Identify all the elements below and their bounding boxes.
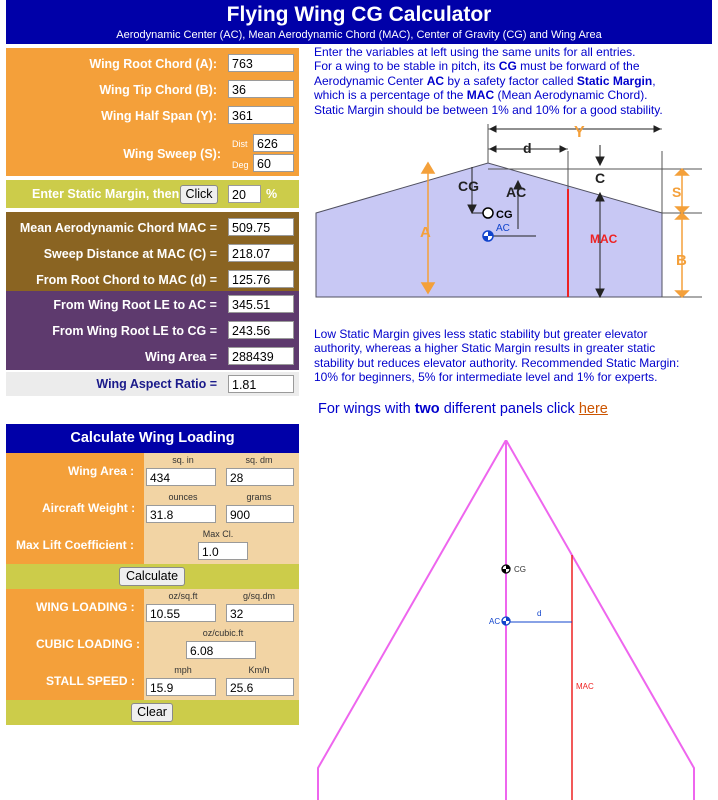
weight-oz-input[interactable]: 31.8: [146, 505, 216, 523]
static-margin-label: Enter Static Margin, then: [32, 187, 180, 201]
stall-unit-mph: mph: [174, 665, 192, 675]
planform-cg-label: CG: [514, 565, 526, 574]
dim-cg-label: CG: [458, 178, 479, 194]
mac-results-panel: [6, 212, 299, 291]
planform-left-edge: [318, 440, 506, 800]
stall-speed-label: STALL SPEED :: [46, 674, 135, 688]
le-ac-label: From Wing Root LE to AC =: [53, 298, 217, 312]
root-chord-label: Wing Root Chord (A):: [89, 57, 217, 71]
calculate-button[interactable]: Calculate: [119, 567, 185, 586]
area-sqdm-input[interactable]: 28: [226, 468, 294, 486]
wing-inputs-panel: [6, 48, 299, 176]
wing-planform: [316, 163, 662, 297]
mac-output[interactable]: 509.75: [228, 218, 294, 236]
two-panels-link[interactable]: here: [578, 401, 608, 417]
root-chord-input[interactable]: 763: [228, 54, 294, 72]
dim-b-label: B: [676, 252, 687, 269]
two-panels-text: For wings with two different panels click here: [318, 401, 608, 417]
le-cg-output[interactable]: 243.56: [228, 321, 294, 339]
wing-area-label: Wing Area =: [144, 350, 217, 364]
static-margin-row: [6, 180, 299, 208]
planform-d-label: d: [537, 609, 542, 618]
dim-a-label: A: [420, 224, 431, 241]
cg-marker-icon: [483, 208, 493, 218]
wl-area-label: Wing Area :: [68, 464, 135, 478]
weight-unit-grams: grams: [246, 492, 272, 502]
clear-button[interactable]: Clear: [131, 703, 173, 722]
dim-mac-label: MAC: [590, 232, 618, 246]
page-header: [6, 0, 712, 44]
info-paragraph-2: Low Static Margin gives less static stability but greater elevator authority, whereas a higher Static Margin results in greater static stability but reduces elevator authority. Recommended Static Margin: 10% for beginners, 5% for intermediate level and 1% for experts.: [314, 327, 680, 385]
dim-c-label: C: [595, 170, 606, 186]
tip-chord-input[interactable]: 36: [228, 80, 294, 98]
aspect-ratio-output[interactable]: 1.81: [228, 375, 294, 393]
stall-unit-kmh: Km/h: [248, 665, 270, 675]
cg-point-label: CG: [496, 209, 513, 221]
stall-mph-output[interactable]: 15.9: [146, 678, 216, 696]
stall-kmh-output[interactable]: 25.6: [226, 678, 294, 696]
wing-loading-oz-output[interactable]: 10.55: [146, 604, 216, 622]
wing-loading-title: Calculate Wing Loading: [6, 424, 299, 453]
cubic-unit: oz/cubic.ft: [202, 628, 244, 638]
deg-label: Deg: [232, 160, 249, 170]
wing-loading-g-output[interactable]: 32: [226, 604, 294, 622]
dim-s-label: S: [672, 184, 682, 200]
max-cl-input[interactable]: 1.0: [198, 542, 248, 560]
weight-unit-oz: ounces: [168, 492, 198, 502]
static-margin-click-button[interactable]: Click: [180, 185, 218, 204]
sweep-deg-input[interactable]: 60: [253, 154, 294, 172]
planform-right-edge: [506, 440, 694, 800]
sweep-mac-output[interactable]: 218.07: [228, 244, 294, 262]
area-unit-sqdm: sq. dm: [245, 455, 273, 465]
wing-geometry-diagram: [310, 117, 710, 327]
weight-label: Aircraft Weight :: [42, 501, 136, 515]
weight-grams-input[interactable]: 900: [226, 505, 294, 523]
sweep-dist-input[interactable]: 626: [253, 134, 294, 152]
dim-ac-label: AC: [506, 184, 527, 200]
sweep-mac-label: Sweep Distance at MAC (C) =: [43, 247, 217, 261]
aspect-ratio-label: Wing Aspect Ratio =: [96, 377, 217, 391]
wl-unit-oz: oz/sq.ft: [168, 591, 198, 601]
planform-mac-label: MAC: [576, 682, 594, 691]
area-sqin-input[interactable]: 434: [146, 468, 216, 486]
le-ac-output[interactable]: 345.51: [228, 295, 294, 313]
mac-label: Mean Aerodynamic Chord MAC =: [19, 221, 217, 235]
percent-sign: %: [266, 187, 278, 201]
ac-cg-results-panel: [6, 291, 299, 370]
aspect-ratio-row: [6, 372, 299, 396]
root-to-mac-output[interactable]: 125.76: [228, 270, 294, 288]
le-cg-label: From Wing Root LE to CG =: [52, 324, 217, 338]
dim-y-label: Y: [574, 124, 585, 141]
page-title: Flying Wing CG Calculator: [226, 3, 492, 26]
wing-loading-label: WING LOADING :: [36, 600, 135, 614]
ac-point-label: AC: [496, 223, 510, 234]
static-margin-input[interactable]: 20: [228, 185, 261, 203]
wing-area-output[interactable]: 288439: [228, 347, 294, 365]
max-lift-label: Max Lift Coefficient :: [16, 538, 135, 552]
page-subtitle: Aerodynamic Center (AC), Mean Aerodynamic Chord (MAC), Center of Gravity (CG) and Wing Area: [116, 29, 602, 41]
dim-d-label: d: [523, 140, 532, 156]
dist-label: Dist: [232, 139, 248, 149]
sweep-label: Wing Sweep (S):: [123, 147, 221, 161]
tip-chord-label: Wing Tip Chord (B):: [99, 83, 217, 97]
area-unit-sqin: sq. in: [172, 455, 194, 465]
root-to-mac-label: From Root Chord to MAC (d) =: [36, 273, 217, 287]
half-span-label: Wing Half Span (Y):: [101, 109, 217, 123]
max-cl-unit: Max Cl.: [202, 529, 234, 539]
wl-unit-g: g/sq.dm: [242, 591, 275, 601]
info-paragraph-1: Enter the variables at left using the same units for all entries. For a wing to be stable in pitch, its CG must be forward of the Aerodynamic Center AC by a safety factor called Static Margin, which is a percentage of the MAC (Mean Aerodynamic Chord). Static Margin should be between 1% and 10% for a good stability.: [314, 45, 663, 117]
wing-planform-drawing: [310, 440, 718, 800]
cubic-loading-output[interactable]: 6.08: [186, 641, 256, 659]
half-span-input[interactable]: 361: [228, 106, 294, 124]
planform-ac-label: AC: [489, 617, 501, 626]
cubic-loading-label: CUBIC LOADING :: [36, 637, 140, 651]
